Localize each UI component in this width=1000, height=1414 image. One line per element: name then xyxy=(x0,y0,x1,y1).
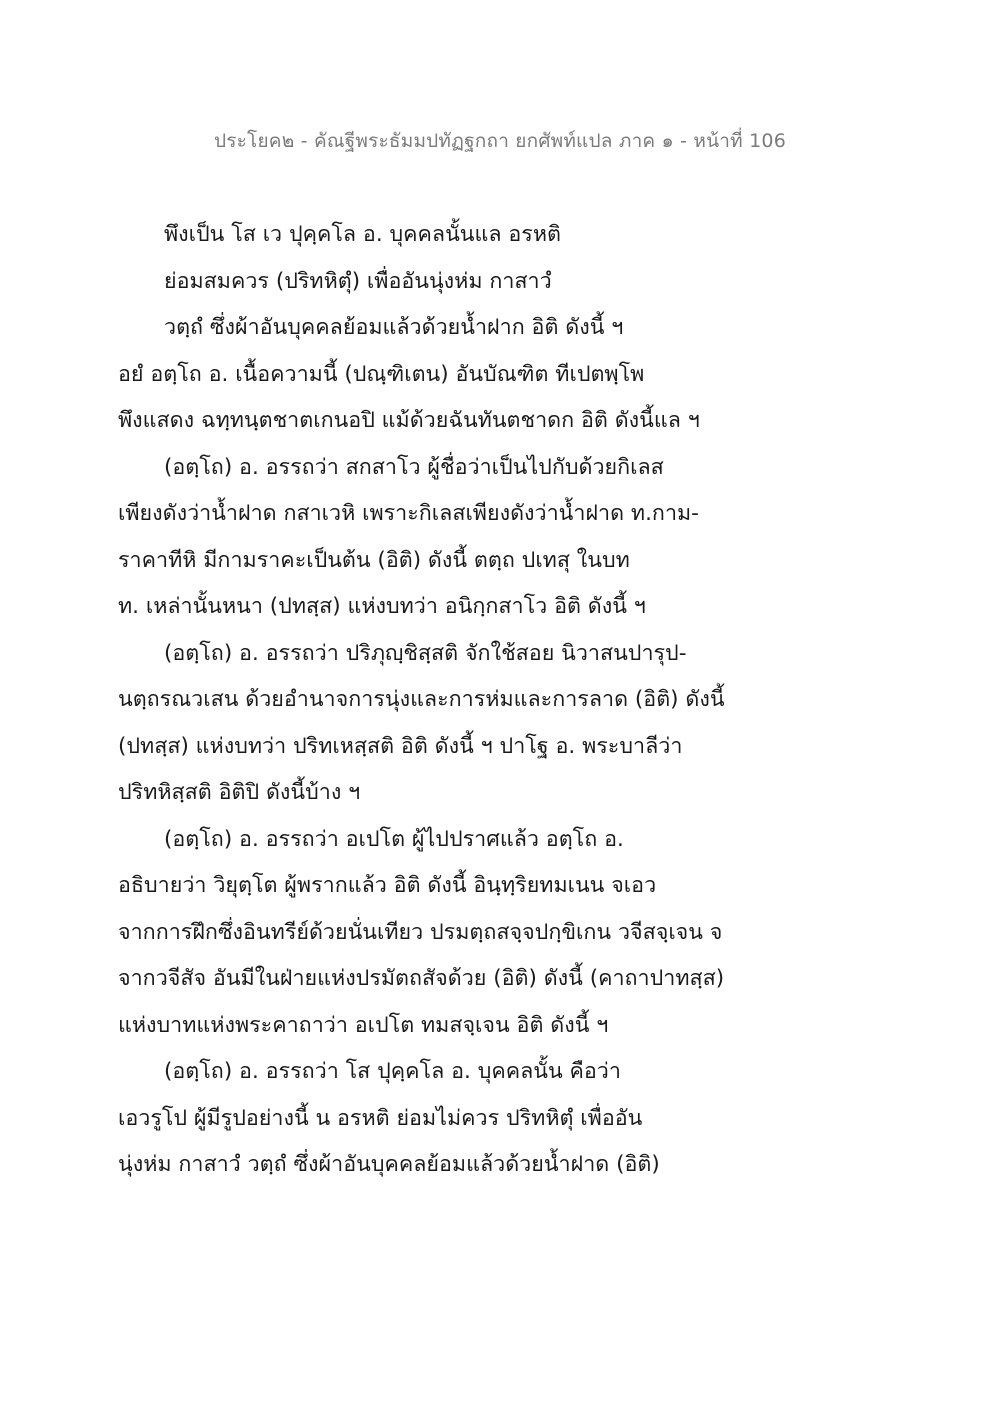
text-line: (ปทสฺส) แห่งบทว่า ปริทเหสฺสติ อิติ ดังนี้ ฯ ปาโฐ อ. พระบาลีว่า xyxy=(118,733,683,759)
text-line: นตฺถรณวเสน ด้วยอำนาจการนุ่งและการห่มและการลาด (อิติ) ดังนี้ xyxy=(118,687,725,712)
text-line: อธิบายว่า วิยุตฺโต ผู้พรากแล้ว อิติ ดังนี้ อินฺทฺริยทมเนน จเอว xyxy=(118,873,657,898)
text-line: แห่งบาทแห่งพระคาถาว่า อเปโต ทมสจฺเจน อิติ ดังนี้ ฯ xyxy=(118,1012,609,1038)
text-line: (อตฺโถ) อ. อรรถว่า สกสาโว ผู้ชื่อว่าเป็นไปกับด้วยกิเลส xyxy=(164,454,664,480)
text-line: เอวรูโป ผู้มีรูปอย่างนี้ น อรหติ ย่อมไม่ควร ปริทหิตุํ เพื่ออัน xyxy=(118,1105,643,1131)
text-line: ปริทหิสฺสติ อิติปิ ดังนี้บ้าง ฯ xyxy=(118,780,361,805)
text-line: นุ่งห่ม กาสาวํ วตฺถํ ซึ่งผ้าอันบุคคลย้อมแล้วด้วยน้ำฝาด (อิติ) xyxy=(118,1152,660,1177)
text-line: ราคาทีหิ มีกามราคะเป็นต้น (อิติ) ดังนี้ ตตฺถ ปเทสุ ในบท xyxy=(118,547,630,573)
running-header: ประโยค๒ - คัณฐีพระธัมมปทัฏฐกถา ยกศัพท์แปล ภาค ๑ - หน้าที่ 106 xyxy=(213,130,786,152)
text-line: วตฺถํ ซึ่งผ้าอันบุคคลย้อมแล้วด้วยน้ำฝาก อิติ ดังนี้ ฯ xyxy=(164,315,624,340)
text-line: ท. เหล่านั้นหนา (ปทสฺส) แห่งบทว่า อนิกฺกสาโว อิติ ดังนี้ ฯ xyxy=(118,594,646,619)
text-line: พึงแสดง ฉทฺทนฺตชาตเกนอปิ แม้ด้วยฉันทันตชาดก อิติ ดังนี้แล ฯ xyxy=(118,408,700,433)
text-line: ย่อมสมควร (ปริทหิตุํ) เพื่ออันนุ่งห่ม กาสาวํ xyxy=(164,268,552,294)
text-line: (อตฺโถ) อ. อรรถว่า โส ปุคฺคโล อ. บุคคลนั้น คือว่า xyxy=(164,1059,621,1084)
text-line: จากวจีสัจ อันมีในฝ่ายแห่งปรมัตถสัจด้วย (อิติ) ดังนี้ (คาถาปาทสฺส) xyxy=(118,966,725,991)
body-text xyxy=(118,212,738,1189)
text-line: (อตฺโถ) อ. อรรถว่า ปริภุญฺชิสฺสติ จักใช้สอย นิวาสนปารุป- xyxy=(164,640,687,666)
text-line: (อตฺโถ) อ. อรรถว่า อเปโต ผู้ไปปราศแล้ว อตฺโถ อ. xyxy=(164,826,624,852)
text-line: เพียงดังว่าน้ำฝาด กสาเวหิ เพราะกิเลสเพียงดังว่าน้ำฝาด ท.กาม- xyxy=(118,501,699,526)
text-line: อยํ อตฺโถ อ. เนื้อความนี้ (ปณฺฑิเตน) อันบัณฑิต ทีเปตพฺโพ xyxy=(118,361,645,387)
text-line: จากการฝึกซึ่งอินทรีย์ด้วยนั่นเทียว ปรมตฺถสจฺจปกฺขิเกน วจีสจฺเจน จ xyxy=(118,919,723,945)
text-line: พึงเป็น โส เว ปุคฺคโล อ. บุคคลนั้นแล อรหติ xyxy=(164,222,561,247)
